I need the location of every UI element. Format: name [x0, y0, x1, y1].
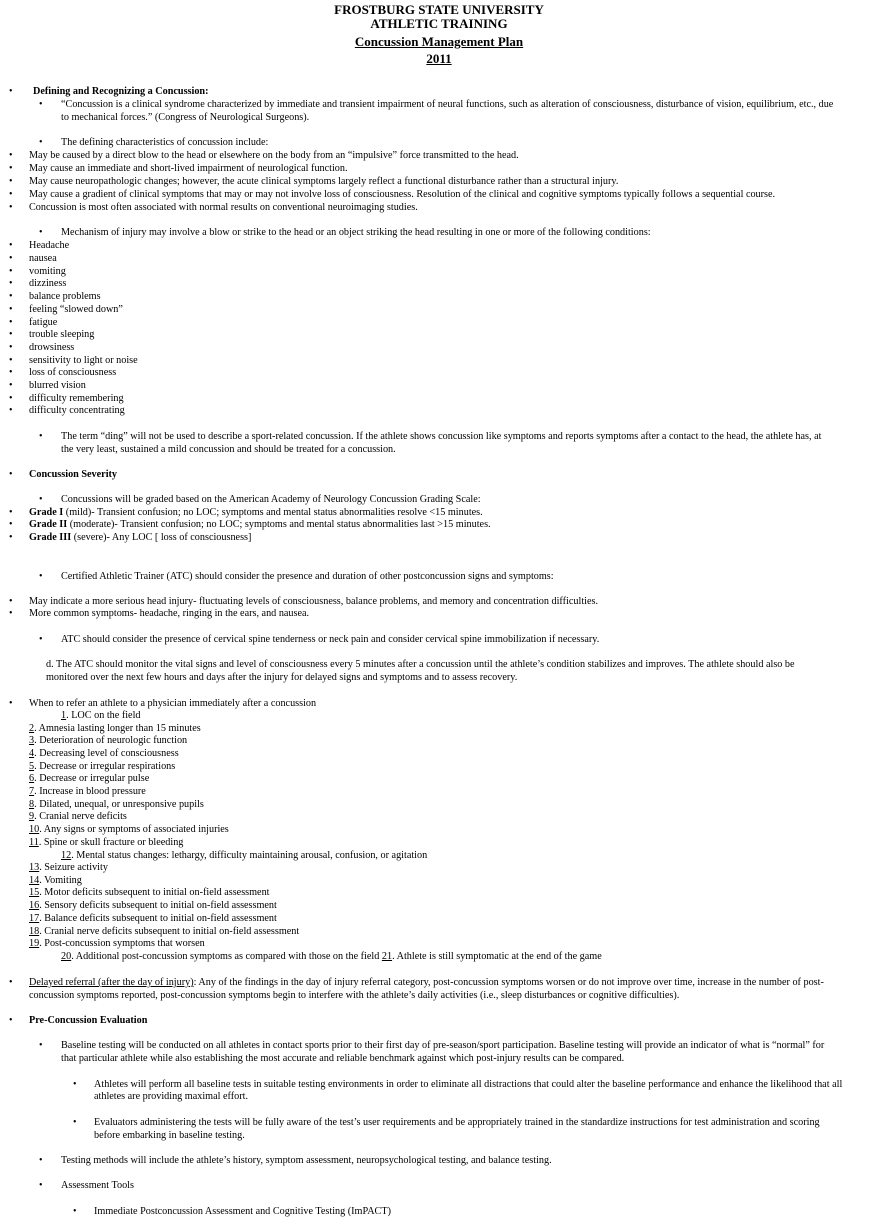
- referral-text: . Cranial nerve deficits: [34, 811, 127, 822]
- condition-item: vomiting: [29, 266, 66, 277]
- bullet: •: [39, 1040, 43, 1051]
- cervical-note: ATC should consider the presence of cervical spine tenderness or neck pain and consider cervical spine immobilization if necessary.: [61, 634, 600, 645]
- sign-item: More common symptoms- headache, ringing in the ears, and nausea.: [29, 608, 310, 619]
- bullet: •: [9, 304, 13, 315]
- referral-text: . Decrease or irregular respirations: [34, 761, 176, 772]
- environment-line-2: athletes are providing maximal effort.: [94, 1091, 248, 1102]
- condition-item: nausea: [29, 253, 57, 264]
- referral-number: 10: [29, 824, 40, 835]
- referral-text: . Vomiting: [39, 875, 82, 886]
- university-title: FROSTBURG STATE UNIVERSITY: [334, 2, 544, 17]
- bullet: •: [39, 571, 43, 582]
- bullet: •: [9, 278, 13, 289]
- bullet: •: [9, 150, 13, 161]
- bullet: •: [9, 317, 13, 328]
- bullet: •: [39, 1155, 43, 1166]
- bullet: •: [9, 253, 13, 264]
- condition-item: difficulty remembering: [29, 393, 124, 404]
- bullet: •: [9, 532, 13, 543]
- environment-line-1: Athletes will perform all baseline tests in suitable testing environments in order to eliminate all distractions that could alter the baseline performance and enhance the likelihood that all: [94, 1079, 843, 1090]
- monitor-line-1: d. The ATC should monitor the vital signs and level of consciousness every 5 minutes after a concussion until the athlete’s condition stabilizes and improves. The athlete should also be: [46, 659, 795, 670]
- condition-item: fatigue: [29, 317, 58, 328]
- pre-eval-heading: Pre-Concussion Evaluation: [29, 1015, 148, 1026]
- referral-number: 18: [29, 926, 40, 937]
- bullet: •: [9, 367, 13, 378]
- grade-description: (severe)- Any LOC [ loss of consciousness]: [71, 532, 252, 543]
- monitor-line-2: monitored over the next few hours and days after the injury for delayed signs and symptoms and to assess recovery.: [46, 672, 518, 683]
- bullet: •: [9, 202, 13, 213]
- referral-text: . Balance deficits subsequent to initial on-field assessment: [39, 913, 277, 924]
- referral-text: . Decreasing level of consciousness: [34, 748, 179, 759]
- referral-item: [29, 734, 187, 747]
- referral-number: 20: [61, 951, 72, 962]
- referral-text: . Amnesia lasting longer than 15 minutes: [34, 723, 201, 734]
- referral-number: 8: [29, 799, 35, 810]
- bullet: •: [9, 176, 13, 187]
- referral-text: . Motor deficits subsequent to initial on-field assessment: [39, 887, 270, 898]
- bullet: •: [9, 355, 13, 366]
- characteristics-intro: The defining characteristics of concussion include:: [61, 137, 269, 148]
- bullet: •: [9, 1015, 13, 1026]
- delayed-referral-line-1: [29, 976, 824, 989]
- referral-item: [61, 849, 427, 862]
- referral-number: 12: [61, 850, 72, 861]
- referral-text: . Any signs or symptoms of associated injuries: [39, 824, 229, 835]
- referral-number: 21: [381, 951, 393, 962]
- referral-item: [29, 836, 183, 849]
- severity-heading: Concussion Severity: [29, 469, 118, 480]
- plan-title: Concussion Management Plan: [354, 34, 524, 49]
- referral-text: . Post-concussion symptoms that worsen: [39, 938, 205, 949]
- bullet: •: [39, 1180, 43, 1191]
- referral-number: 5: [29, 761, 35, 772]
- bullet: •: [9, 342, 13, 353]
- quote-line-1: “Concussion is a clinical syndrome characterized by immediate and transient impairment of neural functions, such as alteration of consciousness, disturbance of vision, equilibrium, etc., due: [61, 99, 834, 110]
- ding-line-1: The term “ding” will not be used to describe a sport-related concussion. If the athlete shows concussion like symptoms and reports symptoms after a contact to the head, the athlete has, at: [61, 431, 822, 442]
- bullet: •: [39, 431, 43, 442]
- evaluators-line-1: Evaluators administering the tests will be fully aware of the test’s user requirements and be appropriately trained in the standardize instructions for test administration and scoring: [94, 1117, 820, 1128]
- characteristic-item: May cause a gradient of clinical symptoms that may or may not involve loss of consciousness. Resolution of the clinical and cognitive symptoms typically follows a sequential course.: [29, 189, 776, 200]
- referral-number: 19: [29, 938, 40, 949]
- bullet: •: [39, 137, 43, 148]
- bullet: •: [9, 393, 13, 404]
- referral-item: [61, 709, 141, 722]
- condition-item: sensitivity to light or noise: [29, 355, 138, 366]
- referral-text: . Spine or skull fracture or bleeding: [38, 837, 184, 848]
- evaluators-line-2: before embarking in baseline testing.: [94, 1130, 245, 1141]
- ding-line-2: the very least, sustained a mild concussion and should be treated for a concussion.: [61, 444, 396, 455]
- bullet: •: [9, 189, 13, 200]
- referral-number: 15: [29, 887, 40, 898]
- bullet: •: [9, 329, 13, 340]
- referral-number: 3: [29, 735, 35, 746]
- referral-text: . LOC on the field: [66, 710, 141, 721]
- referral-number: 6: [29, 773, 35, 784]
- referral-text: . Decrease or irregular pulse: [34, 773, 150, 784]
- referral-text: . Additional post-concussion symptoms as compared with those on the field: [71, 951, 382, 962]
- sign-item: May indicate a more serious head injury- fluctuating levels of consciousness, balance problems, and memory and concentration difficulties.: [29, 596, 599, 607]
- bullet: •: [9, 519, 13, 530]
- referral-item: [29, 823, 229, 836]
- severity-intro: Concussions will be graded based on the American Academy of Neurology Concussion Grading Scale:: [61, 494, 481, 505]
- bullet: •: [9, 608, 13, 619]
- characteristic-item: May be caused by a direct blow to the head or elsewhere on the body from an “impulsive” force transmitted to the head.: [29, 150, 519, 161]
- bullet: •: [9, 266, 13, 277]
- bullet: •: [39, 99, 43, 110]
- bullet: •: [9, 240, 13, 251]
- bullet: •: [73, 1206, 77, 1217]
- impact-tool: Immediate Postconcussion Assessment and Cognitive Testing (ImPACT): [94, 1206, 391, 1217]
- baseline-line-2: that particular athlete while also establishing the most accurate and reliable benchmark against which post-injury results can be compared.: [61, 1053, 625, 1064]
- referral-number: 16: [29, 900, 40, 911]
- referral-item: [29, 785, 146, 798]
- baseline-line-1: Baseline testing will be conducted on all athletes in contact sports prior to their first day of pre-season/sport participation. Baseline testing will provide an indicator of what is “normal” for: [61, 1040, 825, 1051]
- referral-text: . Deterioration of neurologic function: [34, 735, 188, 746]
- grade-label: Grade I: [29, 507, 64, 518]
- bullet: •: [39, 494, 43, 505]
- grade-item: [29, 531, 251, 544]
- referral-text: . Cranial nerve deficits subsequent to initial on-field assessment: [39, 926, 300, 937]
- grade-label: Grade III: [29, 532, 72, 543]
- condition-item: drowsiness: [29, 342, 75, 353]
- atc-intro: Certified Athletic Trainer (ATC) should consider the presence and duration of other postconcussion signs and symptoms:: [61, 571, 554, 582]
- referral-text: . Increase in blood pressure: [34, 786, 146, 797]
- assessment-tools-label: Assessment Tools: [61, 1180, 134, 1191]
- referral-number: 17: [29, 913, 40, 924]
- referral-item: [29, 747, 179, 760]
- bullet: •: [9, 596, 13, 607]
- referral-number: 13: [29, 862, 40, 873]
- condition-item: balance problems: [29, 291, 101, 302]
- bullet: •: [9, 469, 13, 480]
- bullet: •: [9, 405, 13, 416]
- bullet: •: [9, 698, 13, 709]
- referral-number: 1: [61, 710, 67, 721]
- condition-item: trouble sleeping: [29, 329, 95, 340]
- referral-item: [29, 912, 277, 925]
- referral-item: [29, 810, 127, 823]
- condition-item: feeling “slowed down”: [29, 304, 123, 315]
- referral-number: 4: [29, 748, 35, 759]
- bullet: •: [73, 1079, 77, 1090]
- referral-number: 11: [29, 837, 39, 848]
- referral-text: . Athlete is still symptomatic at the end of the game: [392, 951, 602, 962]
- referral-intro: When to refer an athlete to a physician immediately after a concussion: [29, 698, 317, 709]
- grade-item: [29, 518, 491, 531]
- plan-year: 2011: [426, 51, 452, 66]
- mechanism-intro: Mechanism of injury may involve a blow or strike to the head or an object striking the head resulting in one or more of the following conditions:: [61, 227, 651, 238]
- condition-item: dizziness: [29, 278, 67, 289]
- characteristic-item: May cause an immediate and short-lived impairment of neurological function.: [29, 163, 348, 174]
- delayed-referral-label: Delayed referral (after the day of injury): [29, 977, 194, 988]
- grade-description: (moderate)- Transient confusion; no LOC; symptoms and mental status abnormalities last >15 minutes.: [67, 519, 491, 530]
- bullet: •: [9, 163, 13, 174]
- grade-label: Grade II: [29, 519, 68, 530]
- referral-item: [29, 772, 149, 785]
- grade-description: (mild)- Transient confusion; no LOC; symptoms and mental status abnormalities resolve <15 minutes.: [63, 507, 483, 518]
- condition-item: Headache: [29, 240, 70, 251]
- bullet: •: [73, 1117, 77, 1128]
- referral-text: . Seizure activity: [39, 862, 108, 873]
- bullet: •: [9, 86, 13, 97]
- referral-item: [61, 950, 602, 963]
- bullet: •: [9, 507, 13, 518]
- condition-item: difficulty concentrating: [29, 405, 125, 416]
- testing-methods: Testing methods will include the athlete’s history, symptom assessment, neuropsychological testing, and balance testing.: [61, 1155, 552, 1166]
- referral-number: 7: [29, 786, 35, 797]
- defining-heading: Defining and Recognizing a Concussion:: [33, 86, 209, 97]
- characteristic-item: Concussion is most often associated with normal results on conventional neuroimaging studies.: [29, 202, 418, 213]
- quote-line-2: to mechanical forces.” (Congress of Neurological Surgeons).: [61, 112, 310, 123]
- referral-number: 2: [29, 723, 35, 734]
- bullet: •: [9, 380, 13, 391]
- referral-number: 9: [29, 811, 35, 822]
- referral-text: . Sensory deficits subsequent to initial on-field assessment: [39, 900, 277, 911]
- department-title: ATHLETIC TRAINING: [370, 16, 508, 31]
- characteristic-item: May cause neuropathologic changes; however, the acute clinical symptoms largely reflect a functional disturbance rather than a structural injury.: [29, 176, 619, 187]
- condition-item: blurred vision: [29, 380, 86, 391]
- referral-text: . Dilated, unequal, or unresponsive pupils: [34, 799, 204, 810]
- bullet: •: [39, 634, 43, 645]
- referral-item: [29, 886, 270, 899]
- condition-item: loss of consciousness: [29, 367, 117, 378]
- delayed-referral-line-2: concussion symptoms reported, post-concussion symptoms begin to interfere with the athlete’s daily activities (i.e., sleep disturbances or cognitive difficulties).: [29, 990, 680, 1001]
- bullet: •: [9, 291, 13, 302]
- referral-item: [29, 937, 205, 950]
- delayed-referral-text: : Any of the findings in the day of injury referral category, post-concussion symptoms worsen or do not improve over time, increase in the number of post-: [193, 977, 824, 988]
- referral-text: . Mental status changes: lethargy, difficulty maintaining arousal, confusion, or agitation: [71, 850, 428, 861]
- bullet: •: [39, 227, 43, 238]
- referral-item: [29, 861, 108, 874]
- referral-number: 14: [29, 875, 40, 886]
- bullet: •: [9, 977, 13, 988]
- referral-item: [29, 899, 277, 912]
